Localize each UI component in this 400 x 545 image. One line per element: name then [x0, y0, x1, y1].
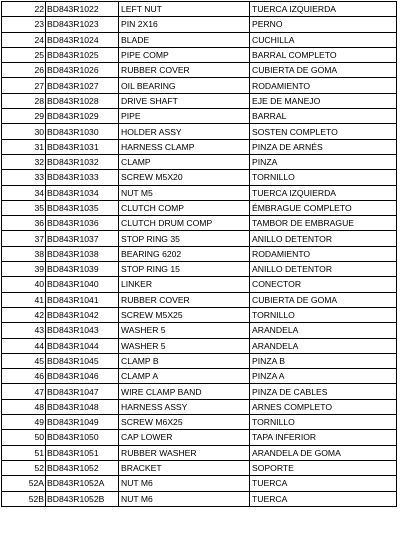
- part-code-cell: BD843R1029: [46, 109, 119, 124]
- part-number-cell: 45: [2, 353, 46, 368]
- description-es-cell: PERNO: [250, 17, 397, 32]
- part-number-cell: 50: [2, 430, 46, 445]
- table-row: [2, 78, 397, 93]
- part-number-cell: 52A: [2, 476, 46, 491]
- part-code-cell: BD843R1025: [46, 47, 119, 62]
- description-en-cell: CLAMP A: [119, 369, 250, 384]
- table-row: [2, 63, 397, 78]
- part-code-cell: BD843R1027: [46, 78, 119, 93]
- description-en-cell: STOP RING 35: [119, 231, 250, 246]
- part-code-cell: BD843R1022: [46, 2, 119, 17]
- part-code-cell: BD843R1024: [46, 32, 119, 47]
- description-en-cell: PIPE COMP: [119, 47, 250, 62]
- description-es-cell: PINZA DE CABLES: [250, 384, 397, 399]
- table-row: [2, 139, 397, 154]
- description-es-cell: CONECTOR: [250, 277, 397, 292]
- part-code-cell: BD843R1033: [46, 170, 119, 185]
- part-number-cell: 23: [2, 17, 46, 32]
- part-number-cell: 26: [2, 63, 46, 78]
- description-en-cell: OIL BEARING: [119, 78, 250, 93]
- part-code-cell: BD843R1023: [46, 17, 119, 32]
- part-number-cell: 51: [2, 445, 46, 460]
- table-row: [2, 32, 397, 47]
- description-en-cell: RUBBER WASHER: [119, 445, 250, 460]
- parts-table: [1, 1, 397, 507]
- table-row: [2, 231, 397, 246]
- part-code-cell: BD843R1042: [46, 307, 119, 322]
- part-code-cell: BD843R1041: [46, 292, 119, 307]
- description-en-cell: HARNESS ASSY: [119, 399, 250, 414]
- description-en-cell: RUBBER COVER: [119, 63, 250, 78]
- part-number-cell: 30: [2, 124, 46, 139]
- description-es-cell: TORNILLO: [250, 170, 397, 185]
- description-en-cell: PIPE: [119, 109, 250, 124]
- description-es-cell: TORNILLO: [250, 307, 397, 322]
- description-es-cell: PINZA A: [250, 369, 397, 384]
- table-row: [2, 430, 397, 445]
- table-row: [2, 93, 397, 108]
- table-row: [2, 323, 397, 338]
- description-es-cell: TUERCA IZQUIERDA: [250, 185, 397, 200]
- description-es-cell: RODAMIENTO: [250, 78, 397, 93]
- part-number-cell: 47: [2, 384, 46, 399]
- description-en-cell: LINKER: [119, 277, 250, 292]
- description-es-cell: CUBIERTA DE GOMA: [250, 292, 397, 307]
- part-code-cell: BD843R1037: [46, 231, 119, 246]
- description-en-cell: WASHER 5: [119, 338, 250, 353]
- description-en-cell: WASHER 5: [119, 323, 250, 338]
- part-code-cell: BD843R1032: [46, 154, 119, 169]
- part-code-cell: BD843R1044: [46, 338, 119, 353]
- description-es-cell: PINZA: [250, 154, 397, 169]
- description-es-cell: CUCHILLA: [250, 32, 397, 47]
- description-en-cell: SCREW M5X25: [119, 307, 250, 322]
- part-code-cell: BD843R1040: [46, 277, 119, 292]
- part-code-cell: BD843R1030: [46, 124, 119, 139]
- part-number-cell: 42: [2, 307, 46, 322]
- description-en-cell: HARNESS CLAMP: [119, 139, 250, 154]
- part-number-cell: 40: [2, 277, 46, 292]
- part-code-cell: BD843R1045: [46, 353, 119, 368]
- description-en-cell: DRIVE SHAFT: [119, 93, 250, 108]
- description-es-cell: TUERCA: [250, 491, 397, 506]
- description-es-cell: BARRAL COMPLETO: [250, 47, 397, 62]
- table-row: [2, 476, 397, 491]
- table-row: [2, 491, 397, 506]
- table-row: [2, 170, 397, 185]
- table-row: [2, 185, 397, 200]
- part-number-cell: 52: [2, 460, 46, 475]
- table-row: [2, 246, 397, 261]
- description-es-cell: TORNILLO: [250, 415, 397, 430]
- part-number-cell: 48: [2, 399, 46, 414]
- table-row: [2, 460, 397, 475]
- description-en-cell: SCREW M6X25: [119, 415, 250, 430]
- part-number-cell: 25: [2, 47, 46, 62]
- part-code-cell: BD843R1051: [46, 445, 119, 460]
- part-number-cell: 52B: [2, 491, 46, 506]
- description-es-cell: SOPORTE: [250, 460, 397, 475]
- table-row: [2, 109, 397, 124]
- part-number-cell: 22: [2, 2, 46, 17]
- part-number-cell: 27: [2, 78, 46, 93]
- table-row: [2, 17, 397, 32]
- description-en-cell: CAP LOWER: [119, 430, 250, 445]
- table-row: [2, 399, 397, 414]
- part-code-cell: BD843R1052: [46, 460, 119, 475]
- description-es-cell: ÉMBRAGUE COMPLETO: [250, 200, 397, 215]
- table-row: [2, 353, 397, 368]
- part-code-cell: BD843R1031: [46, 139, 119, 154]
- description-es-cell: EJE DE MANEJO: [250, 93, 397, 108]
- part-code-cell: BD843R1036: [46, 216, 119, 231]
- part-code-cell: BD843R1052B: [46, 491, 119, 506]
- part-code-cell: BD843R1046: [46, 369, 119, 384]
- table-row: [2, 338, 397, 353]
- part-number-cell: 41: [2, 292, 46, 307]
- part-number-cell: 31: [2, 139, 46, 154]
- table-row: [2, 124, 397, 139]
- description-es-cell: TAPA INFERIOR: [250, 430, 397, 445]
- part-number-cell: 34: [2, 185, 46, 200]
- table-row: [2, 216, 397, 231]
- part-number-cell: 49: [2, 415, 46, 430]
- part-number-cell: 39: [2, 262, 46, 277]
- part-code-cell: BD843R1034: [46, 185, 119, 200]
- part-number-cell: 46: [2, 369, 46, 384]
- description-en-cell: SCREW M5X20: [119, 170, 250, 185]
- part-number-cell: 43: [2, 323, 46, 338]
- description-en-cell: BRACKET: [119, 460, 250, 475]
- description-es-cell: BARRAL: [250, 109, 397, 124]
- description-es-cell: PINZA DE ARNÉS: [250, 139, 397, 154]
- description-es-cell: ARANDELA: [250, 338, 397, 353]
- table-row: [2, 292, 397, 307]
- description-es-cell: ANILLO DETENTOR: [250, 262, 397, 277]
- part-number-cell: 38: [2, 246, 46, 261]
- description-en-cell: CLAMP B: [119, 353, 250, 368]
- part-number-cell: 35: [2, 200, 46, 215]
- part-code-cell: BD843R1038: [46, 246, 119, 261]
- part-code-cell: BD843R1026: [46, 63, 119, 78]
- part-number-cell: 29: [2, 109, 46, 124]
- description-en-cell: BEARING 6202: [119, 246, 250, 261]
- description-en-cell: NUT M6: [119, 491, 250, 506]
- table-row: [2, 369, 397, 384]
- description-es-cell: TAMBOR DE EMBRAGUE: [250, 216, 397, 231]
- part-code-cell: BD843R1028: [46, 93, 119, 108]
- part-number-cell: 24: [2, 32, 46, 47]
- description-es-cell: ARANDELA: [250, 323, 397, 338]
- part-code-cell: BD843R1052A: [46, 476, 119, 491]
- part-code-cell: BD843R1048: [46, 399, 119, 414]
- part-code-cell: BD843R1047: [46, 384, 119, 399]
- description-en-cell: HOLDER ASSY: [119, 124, 250, 139]
- table-row: [2, 384, 397, 399]
- description-en-cell: BLADE: [119, 32, 250, 47]
- description-es-cell: ANILLO DETENTOR: [250, 231, 397, 246]
- description-es-cell: ARANDELA DE GOMA: [250, 445, 397, 460]
- description-en-cell: CLUTCH DRUM COMP: [119, 216, 250, 231]
- description-en-cell: NUT M6: [119, 476, 250, 491]
- part-number-cell: 36: [2, 216, 46, 231]
- part-code-cell: BD843R1049: [46, 415, 119, 430]
- parts-table-body: [2, 2, 397, 507]
- part-code-cell: BD843R1035: [46, 200, 119, 215]
- table-row: [2, 307, 397, 322]
- table-row: [2, 47, 397, 62]
- description-en-cell: STOP RING 15: [119, 262, 250, 277]
- part-code-cell: BD843R1039: [46, 262, 119, 277]
- description-en-cell: CLUTCH COMP: [119, 200, 250, 215]
- part-number-cell: 37: [2, 231, 46, 246]
- part-code-cell: BD843R1043: [46, 323, 119, 338]
- description-es-cell: SOSTEN COMPLETO: [250, 124, 397, 139]
- description-en-cell: NUT M5: [119, 185, 250, 200]
- description-es-cell: CUBIERTA DE GOMA: [250, 63, 397, 78]
- description-es-cell: PINZA B: [250, 353, 397, 368]
- table-row: [2, 445, 397, 460]
- table-row: [2, 277, 397, 292]
- table-row: [2, 200, 397, 215]
- description-en-cell: CLAMP: [119, 154, 250, 169]
- table-row: [2, 262, 397, 277]
- description-en-cell: LEFT NUT: [119, 2, 250, 17]
- description-es-cell: TUERCA IZQUIERDA: [250, 2, 397, 17]
- description-es-cell: RODAMIENTO: [250, 246, 397, 261]
- table-row: [2, 415, 397, 430]
- description-en-cell: RUBBER COVER: [119, 292, 250, 307]
- description-es-cell: TUERCA: [250, 476, 397, 491]
- part-number-cell: 44: [2, 338, 46, 353]
- description-es-cell: ARNES COMPLETO: [250, 399, 397, 414]
- description-en-cell: WIRE CLAMP BAND: [119, 384, 250, 399]
- part-number-cell: 32: [2, 154, 46, 169]
- description-en-cell: PIN 2X16: [119, 17, 250, 32]
- part-code-cell: BD843R1050: [46, 430, 119, 445]
- part-number-cell: 28: [2, 93, 46, 108]
- table-row: [2, 154, 397, 169]
- table-row: [2, 2, 397, 17]
- part-number-cell: 33: [2, 170, 46, 185]
